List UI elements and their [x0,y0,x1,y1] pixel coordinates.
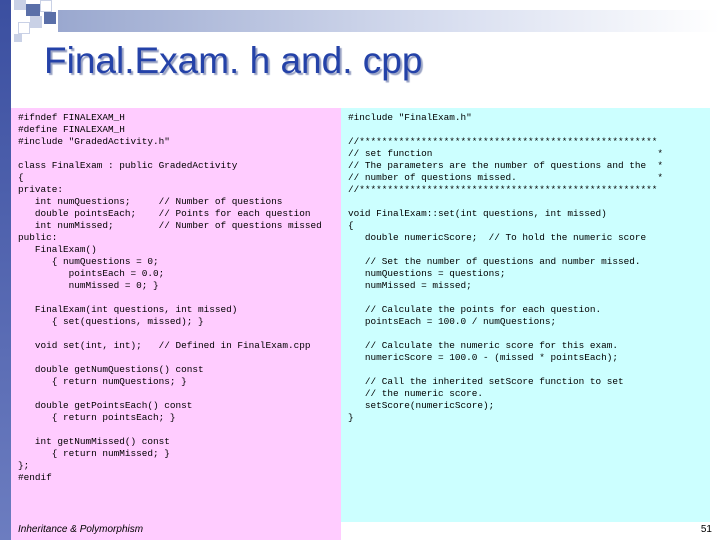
slide-title: Final.Exam. h and. cpp [44,40,423,81]
header-code-block: #ifndef FINALEXAM_H #define FINALEXAM_H #include "GradedActivity.h" class FinalExam : public GradedActivity { private: int numQuestions; // Number of questions double pointsEach; // Points for each question int numMissed; // Number of questions missed public: FinalExam() { numQuestions = 0; pointsEach = 0.0; numMissed = 0; } FinalExam(int questions, int missed) { set(questions, missed); } void set(int, int); // Defined in FinalExam.cpp double getNumQuestions() const { return numQuestions; } double getPointsEach() const { return pointsEach; } int getNumMissed() const { return numMissed; } }; #endif [18,112,322,483]
title-banner [58,10,720,32]
slide-footer: Inheritance & Polymorphism [18,524,144,535]
page-number: 51 [700,524,712,535]
source-code-block: #include "FinalExam.h" //***************************************************** // set function * // The parameters are the number of questions and the * // number of questions missed. * //***************************************************** void FinalExam::set(int questions, int missed) { double numericScore; // To hold the numeric score // Set the number of questions and number missed. numQuestions = questions; numMissed = missed; // Calculate the points for each question. pointsEach = 100.0 / numQuestions; // Calculate the numeric score for this exam. numericScore = 100.0 - (missed * pointsEach); // Call the inherited setScore function to set // the numeric score. setScore(numericScore); } [348,112,664,423]
left-accent-bar [0,0,11,540]
